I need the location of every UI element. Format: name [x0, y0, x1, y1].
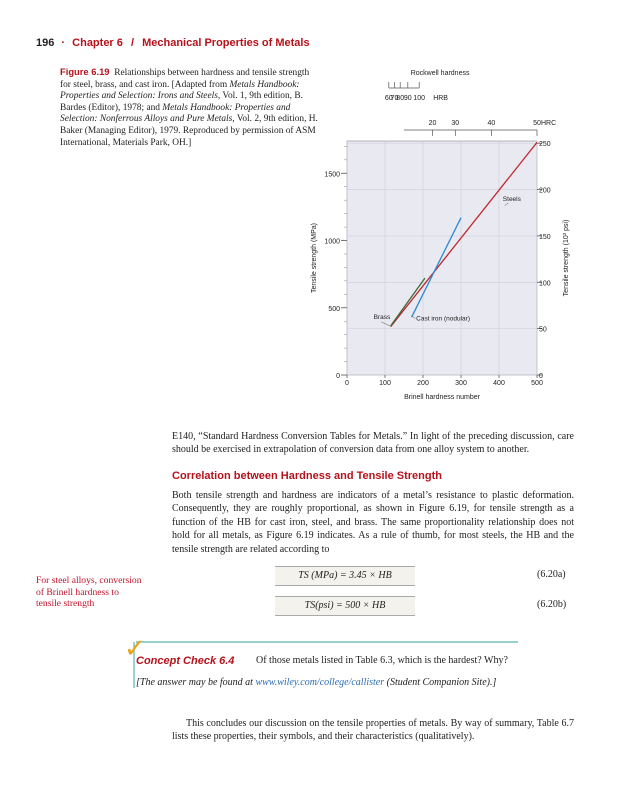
concept-check-title: Concept Check 6.4	[136, 655, 235, 667]
caption-text-1: Relationships between hardness and tensile strength for steel, brass, and cast iron. [Adapted from	[60, 68, 310, 90]
chapter-title: Mechanical Properties of Metals	[142, 37, 310, 49]
equation-620a-number: (6.20a)	[537, 569, 566, 580]
hrc-tick-label: 20	[428, 120, 437, 127]
answer-prefix: [The answer may be found at	[136, 677, 256, 688]
hrb-tick-label: 60	[384, 95, 393, 102]
equation-620a-text: TS (MPa) = 3.45 × HB	[298, 570, 392, 581]
hrb-scale-label: HRB	[433, 95, 448, 102]
paragraph-preceding: E140, “Standard Hardness Conversion Tables for Metals.” In light of the preceding discussion, care should be exercised in extrapolation of conversion data from one alloy system to another.	[172, 431, 574, 456]
hrc-scale-label: HRC	[541, 120, 557, 127]
paragraph-correlation: Both tensile strength and hardness are indicators of a metal’s resistance to plastic deformation. Consequently, they are roughly proportional, as shown in Figure 6.19, for tensile strength as a function of the HB for cast iron, steel, and brass. The same proportionality relationship does not hold for all metals, as Figure 6.19 indicates. As a rule of thumb, for most steels, the HB and the tensile strength are related according to	[172, 490, 574, 555]
caption-book-2: Metals Handbook: Properties and Selection: Nonferrous Alloys and Pure Metals	[60, 102, 291, 125]
answer-link[interactable]: www.wiley.com/college/callister	[255, 677, 385, 688]
annotation-label: Cast iron (nodular)	[416, 315, 470, 323]
equation-620b-number: (6.20b)	[537, 599, 567, 610]
hrc-tick-label: 30	[451, 120, 460, 127]
paragraph-closing: This concludes our discussion on the tensile properties of metals. By way of summary, Table 6.7 lists these properties, their symbols, and their characteristics (qualitatively).	[172, 718, 574, 743]
right-tick-label: 250	[539, 141, 551, 149]
y-axis-title-left: Tensile strength (MPa)	[311, 222, 318, 294]
plot-area	[347, 141, 537, 375]
answer-suffix: (Student Companion Site).]	[384, 677, 497, 688]
right-tick-label: 200	[539, 187, 551, 195]
figure-label: Figure 6.19	[60, 66, 110, 77]
page-number: 196	[36, 37, 55, 49]
hrb-tick-label: 100	[413, 95, 426, 102]
hrb-tick-label: 80	[396, 95, 405, 102]
right-tick-label: 100	[539, 280, 551, 288]
hrb-tick-label: 90	[403, 95, 412, 102]
x-tick-label: 0	[345, 380, 349, 387]
section-heading: Correlation between Hardness and Tensile Strength	[172, 470, 442, 482]
right-tick-label: 150	[539, 233, 551, 241]
concept-check-answer	[136, 677, 496, 688]
right-tick-label: 50	[539, 326, 547, 334]
chapter-label: Chapter 6	[72, 37, 123, 49]
x-tick-label: 500	[531, 380, 543, 387]
annotation-label: Brass	[373, 314, 391, 322]
caption-text-2: , Vol. 1, 9th edition, B. Bardes (Editor), 1978; and	[60, 91, 303, 113]
check-mark-icon: ✓	[124, 634, 146, 664]
hrc-tick-label: 40	[487, 120, 496, 127]
y-axis-title-right: Tensile strength (10³ psi)	[563, 219, 570, 297]
hrb-tick-label: 70	[390, 95, 399, 102]
y-tick-label: 0	[336, 373, 340, 380]
equation-620b	[275, 596, 415, 616]
header-separator: ·	[61, 37, 66, 49]
x-tick-label: 400	[493, 380, 505, 387]
caption-book-1: Metals Handbook: Properties and Selection: Irons and Steels	[60, 79, 300, 102]
concept-check-question: Of those metals listed in Table 6.3, which is the hardest? Why?	[256, 655, 508, 666]
y-tick-label: 1000	[324, 238, 340, 246]
top-axis-title: Rockwell hardness	[410, 70, 470, 77]
margin-note: For steel alloys, conversion of Brinell hardness to tensile strength	[36, 575, 142, 610]
y-tick-label: 1500	[324, 171, 340, 179]
x-tick-label: 100	[379, 380, 391, 387]
hrc-tick-label: 50	[533, 120, 541, 127]
annotation-label: Steels	[502, 195, 521, 203]
y-tick-label: 500	[328, 305, 340, 313]
x-axis-title: Brinell hardness number	[404, 394, 480, 401]
equation-620b-text: TS(psi) = 500 × HB	[304, 600, 386, 611]
x-tick-label: 200	[417, 380, 429, 387]
right-tick-label: 0	[539, 373, 543, 380]
header-slash: /	[130, 37, 135, 49]
x-tick-label: 300	[455, 380, 467, 387]
caption-text-3: , Vol. 2, 9th edition, H. Baker (Managing Editor), 1979. Reproduced by permission of ASM International, Materials Park, OH.]	[60, 114, 318, 148]
equation-620a	[275, 566, 415, 586]
